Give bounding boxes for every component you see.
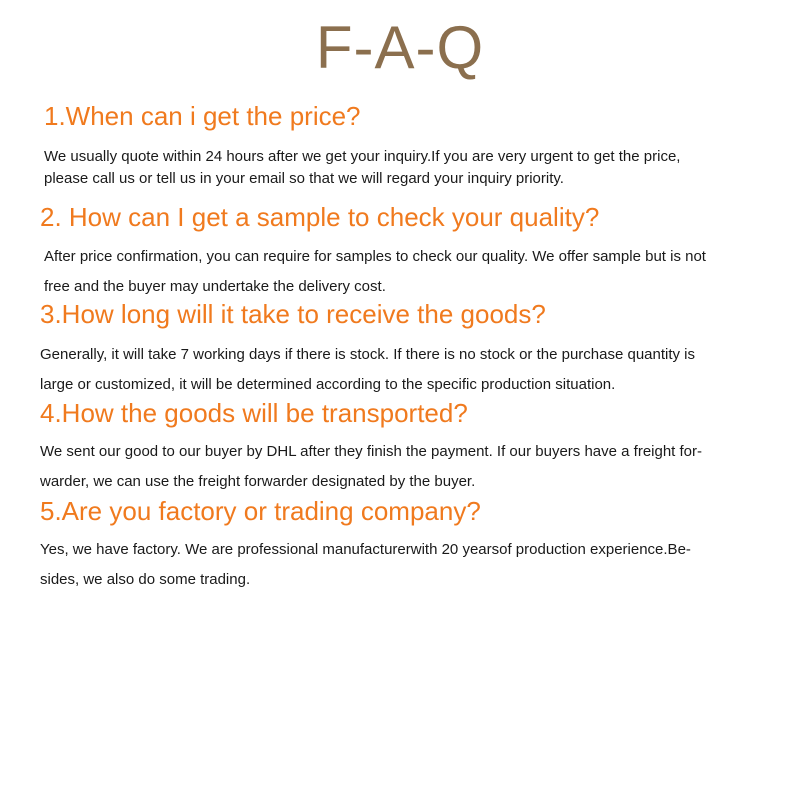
- faq-answer-5-line-2: sides, we also do some trading.: [40, 571, 251, 588]
- faq-question-1: 1.When can i get the price?: [44, 101, 361, 131]
- faq-answer-1: [44, 146, 680, 190]
- faq-answer-4-line-1: We sent our good to our buyer by DHL after they finish the payment. If our buyers have a freight for-: [40, 443, 703, 460]
- faq-question-3: 3.How long will it take to receive the goods?: [40, 299, 546, 329]
- faq-answer-4: [40, 437, 702, 497]
- faq-answer-1-line-2: please call us or tell us in your email so that we will regard your inquiry priority.: [44, 170, 564, 187]
- faq-answer-3-line-2: large or customized, it will be determined according to the specific production situation.: [40, 376, 616, 393]
- faq-question-5: 5.Are you factory or trading company?: [40, 496, 481, 526]
- faq-answer-3-line-1: Generally, it will take 7 working days if there is stock. If there is no stock or the purchase quantity is: [40, 346, 696, 363]
- faq-answer-2-line-2: free and the buyer may undertake the delivery cost.: [44, 278, 386, 295]
- faq-answer-5: [40, 535, 691, 595]
- faq-question-4: 4.How the goods will be transported?: [40, 398, 468, 428]
- faq-answer-3: [40, 340, 695, 400]
- faq-answer-2-line-1: After price confirmation, you can require for samples to check our quality. We offer sample but is not: [44, 248, 706, 265]
- faq-answer-1-line-1: We usually quote within 24 hours after we get your inquiry.If you are very urgent to get the price,: [44, 148, 681, 165]
- faq-question-2: 2. How can I get a sample to check your quality?: [40, 202, 600, 232]
- faq-answer-2: [44, 242, 706, 302]
- page-title: F-A-Q: [315, 14, 485, 81]
- faq-answer-5-line-1: Yes, we have factory. We are professional manufacturerwith 20 yearsof production experience.Be-: [40, 541, 691, 558]
- faq-answer-4-line-2: warder, we can use the freight forwarder designated by the buyer.: [40, 473, 476, 490]
